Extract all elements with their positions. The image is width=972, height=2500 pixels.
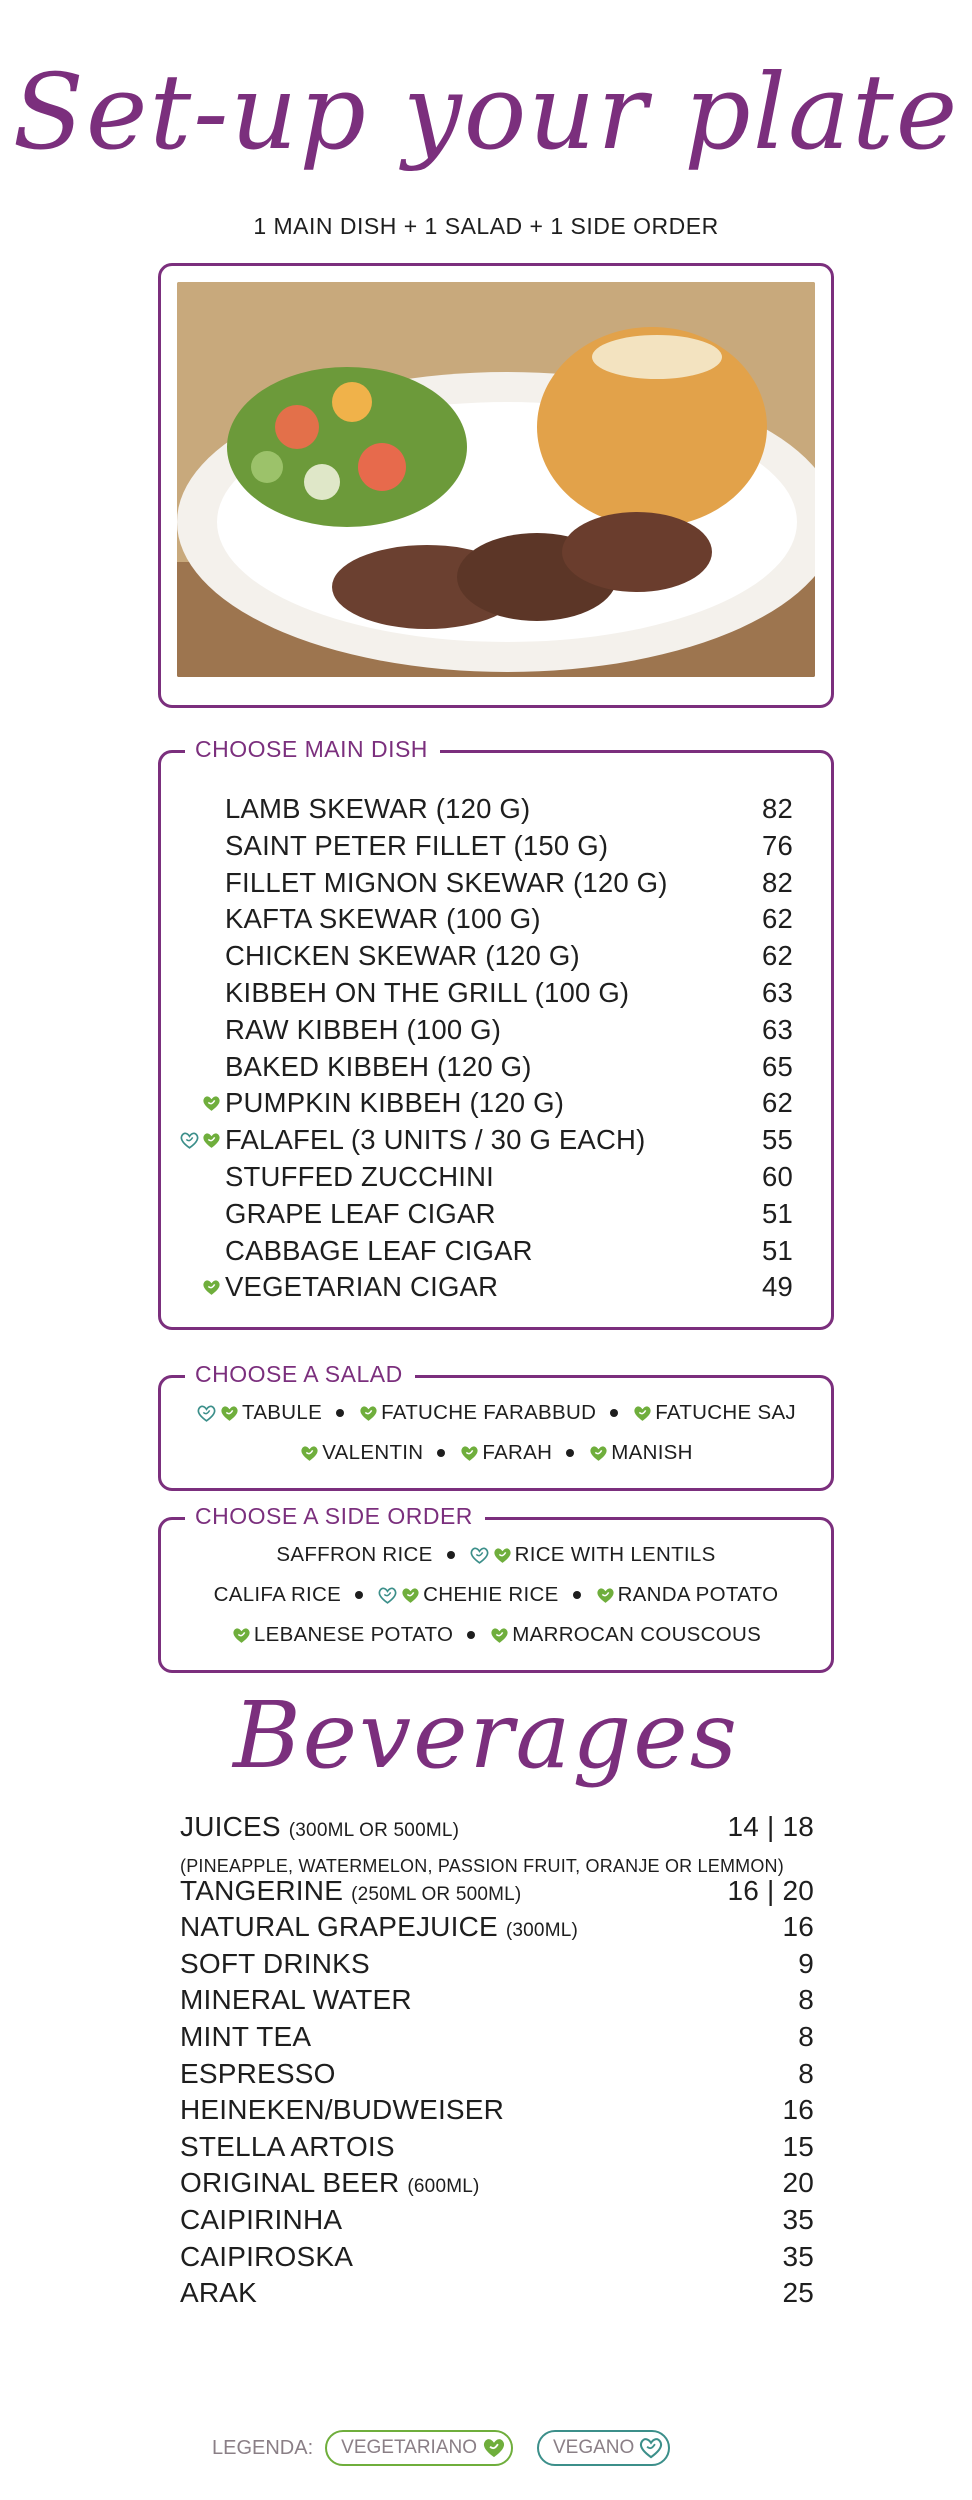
beverage-name: MINERAL WATER	[180, 1984, 412, 2016]
heart-leaf-outline-icon	[377, 1585, 398, 1606]
main-dish-item	[225, 903, 793, 939]
main-dish-item	[225, 977, 793, 1013]
legend-vegan-label: VEGANO	[553, 2437, 635, 2458]
diet-icons	[201, 1093, 225, 1114]
main-dish-price: 51	[762, 1197, 793, 1229]
heart-leaf-icon	[489, 1625, 510, 1646]
salad-name: VALENTIN	[322, 1441, 424, 1464]
beverage-name: CAIPIRINHA	[180, 2204, 343, 2235]
salad-name: FARAH	[482, 1441, 553, 1464]
side-order-item	[489, 1623, 761, 1647]
salad-item	[588, 1441, 693, 1465]
side-order-label: CHOOSE A SIDE ORDER	[185, 1503, 485, 1530]
beverage-item	[180, 2277, 814, 2313]
side-order-item	[377, 1583, 558, 1607]
bullet-separator	[447, 1551, 455, 1559]
heart-leaf-icon	[595, 1585, 616, 1606]
salad-name: MANISH	[611, 1441, 693, 1464]
beverage-price: 14 | 18	[727, 1811, 814, 1842]
beverage-item	[180, 2204, 814, 2240]
legend-vegetarian	[325, 2430, 513, 2466]
beverage-name: HEINEKEN/BUDWEISER	[180, 2094, 505, 2126]
beverages-title: Beverages	[233, 1682, 739, 1789]
side-order-item	[214, 1583, 341, 1607]
main-dish-item	[225, 1014, 793, 1050]
main-dish-item	[225, 1051, 793, 1087]
main-dish-price: 63	[762, 1013, 793, 1045]
main-dish-item	[225, 1087, 793, 1123]
side-order-name: LEBANESE POTATO	[253, 1623, 454, 1646]
main-dish-item	[225, 830, 793, 866]
heart-leaf-icon	[632, 1403, 653, 1424]
main-dish-item	[225, 940, 793, 976]
salad-item	[196, 1401, 322, 1425]
side-order-item	[231, 1623, 453, 1647]
beverage-price: 15	[782, 2130, 814, 2162]
beverage-price: 25	[782, 2277, 814, 2309]
beverage-price: 20	[782, 2167, 814, 2199]
main-dish-price: 62	[762, 903, 793, 935]
heart-leaf-outline-icon	[469, 1545, 490, 1566]
salad-name: FATUCHE SAJ	[655, 1401, 796, 1424]
diet-icons	[179, 1130, 225, 1151]
main-dish-price: 82	[762, 866, 793, 898]
beverage-item	[180, 2094, 814, 2130]
salad-item	[459, 1441, 552, 1465]
beverage-item	[180, 1984, 814, 2020]
salad-section	[158, 1361, 834, 1491]
beverage-item	[180, 1911, 814, 1947]
beverage-price: 9	[798, 1947, 814, 1979]
heart-leaf-icon	[459, 1443, 480, 1464]
main-dish-item	[225, 1124, 793, 1160]
main-dish-name: FILLET MIGNON SKEWAR (120 G)	[225, 866, 668, 898]
beverage-name: SOFT DRINKS	[180, 1947, 370, 1979]
bullet-separator	[437, 1449, 445, 1457]
main-dish-name: LAMB SKEWAR (120 G)	[225, 793, 531, 824]
beverage-name: ESPRESSO	[180, 2057, 336, 2089]
heart-leaf-outline-icon	[196, 1403, 217, 1424]
side-order-item	[469, 1543, 716, 1567]
page-subtitle: 1 MAIN DISH + 1 SALAD + 1 SIDE ORDER	[253, 213, 719, 239]
main-dish-name: BAKED KIBBEH (120 G)	[225, 1050, 532, 1082]
beverage-item	[180, 2021, 814, 2057]
main-dish-name: VEGETARIAN CIGAR	[225, 1271, 499, 1303]
heart-leaf-icon	[481, 2435, 507, 2461]
heart-leaf-icon	[588, 1443, 609, 1464]
main-dish-price: 49	[762, 1271, 793, 1303]
legend-vegetarian-label: VEGETARIANO	[341, 2437, 477, 2458]
side-order-item	[276, 1543, 432, 1567]
bullet-separator	[336, 1409, 344, 1417]
heart-leaf-icon	[201, 1130, 222, 1151]
main-dish-section	[158, 736, 834, 1330]
main-dish-name: KAFTA SKEWAR (100 G)	[225, 903, 541, 935]
beverage-item	[180, 2167, 814, 2203]
main-dish-item	[225, 1271, 793, 1307]
main-dish-name: GRAPE LEAF CIGAR	[225, 1197, 496, 1229]
beverage-price: 16	[782, 1911, 814, 1943]
heart-leaf-icon	[201, 1093, 222, 1114]
beverage-price: 8	[798, 2021, 814, 2052]
main-dish-item	[225, 867, 793, 903]
legend-label: LEGENDA:	[212, 2436, 314, 2459]
side-order-section	[158, 1503, 834, 1673]
plate-photo	[177, 282, 815, 677]
main-dish-price: 76	[762, 829, 793, 861]
salad-item	[632, 1401, 796, 1425]
salad-item	[299, 1441, 423, 1465]
beverage-name: NATURAL GRAPEJUICE	[180, 1911, 498, 1943]
main-dish-price: 63	[762, 977, 793, 1008]
beverage-price: 16 | 20	[727, 1874, 814, 1906]
beverage-name: ARAK	[180, 2277, 258, 2309]
beverage-name: ORIGINAL BEER	[180, 2167, 400, 2199]
beverage-item	[180, 1811, 814, 1847]
side-order-name: CHEHIE RICE	[423, 1583, 559, 1606]
heart-leaf-icon	[400, 1585, 421, 1606]
heart-leaf-icon	[358, 1403, 379, 1424]
main-dish-item	[225, 1235, 793, 1271]
beverage-name: STELLA ARTOIS	[180, 2130, 395, 2162]
beverage-size: (300ML)	[505, 1920, 579, 1942]
beverage-item	[180, 2058, 814, 2094]
beverage-name: CAIPIROSKA	[180, 2240, 354, 2272]
main-dish-name: RAW KIBBEH (100 G)	[225, 1013, 502, 1045]
beverage-item	[180, 1875, 814, 1911]
main-dish-name: FALAFEL (3 UNITS / 30 G EACH)	[225, 1124, 646, 1156]
legend-vegan	[537, 2430, 670, 2466]
main-dish-name: KIBBEH ON THE GRILL (100 G)	[225, 977, 630, 1008]
main-dish-price: 60	[762, 1161, 793, 1192]
diet-icons	[201, 1277, 225, 1298]
bullet-separator	[566, 1449, 574, 1457]
heart-leaf-outline-icon	[638, 2435, 664, 2461]
salad-item	[358, 1401, 596, 1425]
side-order-item	[595, 1583, 779, 1607]
beverage-price: 8	[798, 2057, 814, 2089]
beverage-name: TANGERINE	[180, 1874, 344, 1906]
side-order-name: RICE WITH LENTILS	[514, 1543, 716, 1566]
heart-leaf-outline-icon	[179, 1130, 200, 1151]
photo-frame	[158, 263, 834, 708]
juices-flavors-note: (PINEAPPLE, WATERMELON, PASSION FRUIT, ORANJE OR LEMMON)	[180, 1856, 784, 1876]
bullet-separator	[610, 1409, 618, 1417]
main-dish-name: SAINT PETER FILLET (150 G)	[225, 829, 609, 861]
side-order-name: RANDA POTATO	[617, 1583, 779, 1606]
heart-leaf-icon	[299, 1443, 320, 1464]
main-dish-name: CABBAGE LEAF CIGAR	[225, 1234, 533, 1266]
main-dish-price: 62	[762, 1087, 793, 1119]
main-dish-label: CHOOSE MAIN DISH	[185, 736, 440, 763]
main-dish-item	[225, 1161, 793, 1197]
main-dish-item	[225, 793, 793, 829]
main-dish-name: CHICKEN SKEWAR (120 G)	[225, 940, 580, 972]
salad-name: FATUCHE FARABBUD	[381, 1401, 597, 1424]
beverage-item	[180, 1948, 814, 1984]
legend	[212, 2430, 670, 2466]
salad-label: CHOOSE A SALAD	[185, 1361, 415, 1388]
beverage-price: 35	[782, 2240, 814, 2272]
beverage-size: (250ML OR 500ML)	[351, 1883, 522, 1905]
page-title: Set-up your plate	[12, 51, 960, 173]
salad-name: TABULE	[242, 1401, 323, 1424]
side-order-name: SAFFRON RICE	[276, 1543, 433, 1566]
main-dish-price: 51	[762, 1234, 793, 1266]
plate-illustration	[177, 282, 815, 677]
heart-leaf-icon	[492, 1545, 513, 1566]
beverage-price: 35	[782, 2204, 814, 2235]
side-order-name: MARROCAN COUSCOUS	[512, 1623, 762, 1646]
beverage-item	[180, 2131, 814, 2167]
heart-leaf-icon	[231, 1625, 252, 1646]
bullet-separator	[355, 1591, 363, 1599]
beverage-size: (300ML OR 500ML)	[288, 1820, 460, 1841]
side-order-name: CALIFA RICE	[213, 1583, 342, 1606]
beverage-price: 8	[798, 1984, 814, 2016]
main-dish-price: 82	[762, 793, 793, 824]
beverage-price: 16	[782, 2094, 814, 2126]
beverage-item	[180, 2241, 814, 2277]
beverage-size: (600ML)	[407, 2176, 480, 2198]
main-dish-item	[225, 1198, 793, 1234]
heart-leaf-icon	[219, 1403, 240, 1424]
bullet-separator	[573, 1591, 581, 1599]
main-dish-price: 62	[762, 940, 793, 972]
beverage-name: JUICES	[180, 1811, 281, 1842]
main-dish-price: 65	[762, 1050, 793, 1082]
bullet-separator	[467, 1631, 475, 1639]
main-dish-name: PUMPKIN KIBBEH (120 G)	[225, 1087, 565, 1119]
main-dish-price: 55	[762, 1124, 793, 1156]
beverage-name: MINT TEA	[180, 2021, 312, 2052]
heart-leaf-icon	[201, 1277, 222, 1298]
main-dish-name: STUFFED ZUCCHINI	[225, 1161, 495, 1192]
